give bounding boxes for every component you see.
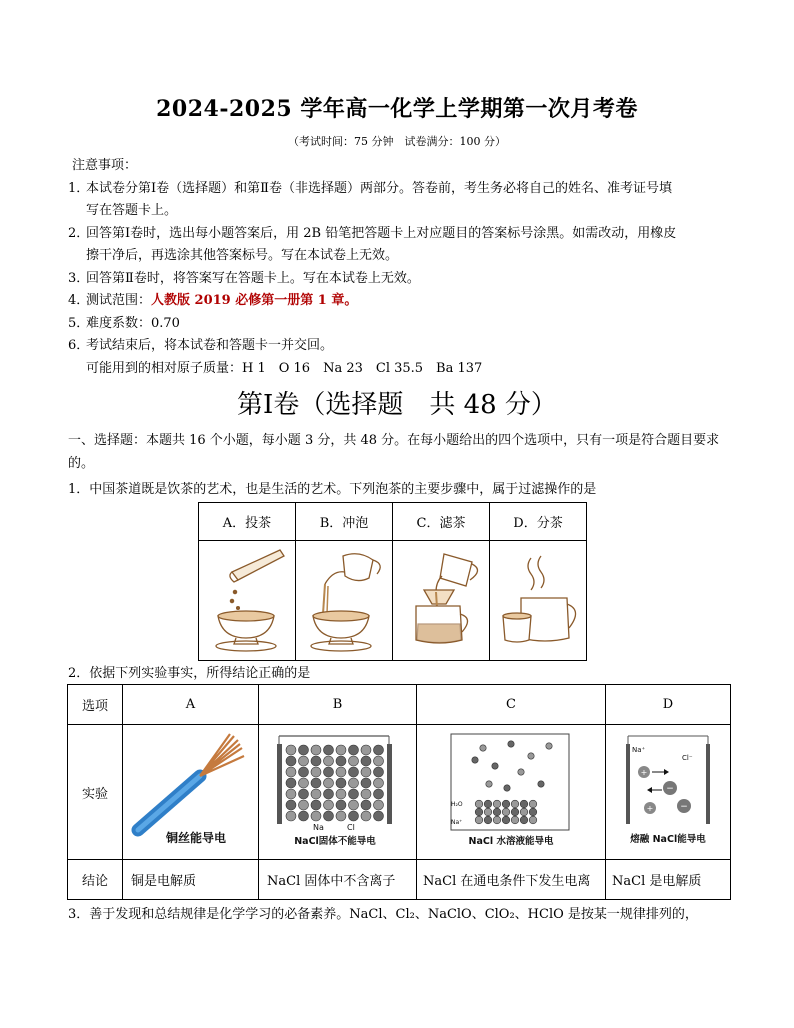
chloride-ion-icon [311, 800, 321, 810]
tea-brew-image [296, 541, 393, 661]
chloride-ion-icon [323, 811, 333, 821]
chloride-ion-icon [286, 756, 296, 766]
tea-filter-image [393, 541, 490, 661]
sodium-ion-icon [336, 745, 346, 755]
sodium-ion-icon [511, 816, 519, 824]
sodium-ion-icon [348, 778, 358, 788]
row-label-experiment: 实验 [68, 725, 123, 860]
test-scope: 人教版 2019 必修第一册第 1 章。 [151, 293, 358, 308]
page-title: 2024-2025 学年高一化学上学期第一次月考卷 [156, 96, 638, 122]
conclusion-d: NaCl 是电解质 [606, 860, 731, 900]
sodium-ion-icon [475, 816, 483, 824]
chloride-ion-icon [298, 767, 308, 777]
sodium-ion-icon [520, 808, 528, 816]
sodium-ion-icon [373, 756, 383, 766]
sodium-ion-icon [348, 800, 358, 810]
chloride-ion-icon [502, 800, 510, 808]
sodium-ion-icon [361, 789, 371, 799]
sodium-ion-icon [373, 778, 383, 788]
conclusion-a: 铜是电解质 [123, 860, 259, 900]
sodium-ion-icon [518, 769, 524, 775]
chloride-ion-icon [520, 800, 528, 808]
note-item-cont: 写在答题卡上。 [86, 203, 178, 218]
chloride-ion-icon [373, 789, 383, 799]
exam-info: （考试时间：75 分钟 试卷满分：100 分） [288, 135, 506, 148]
chloride-ion-icon [336, 800, 346, 810]
sodium-ion-icon [361, 811, 371, 821]
sodium-ion-icon [529, 816, 537, 824]
copper-wire-figure [123, 725, 259, 860]
chloride-ion-icon [529, 808, 537, 816]
chloride-ion-icon [520, 816, 528, 824]
chloride-ion-icon [502, 816, 510, 824]
chloride-ion-icon [348, 745, 358, 755]
option-b-label: B．冲泡 [296, 503, 393, 541]
sodium-ion-icon [546, 743, 552, 749]
tea-serve-image [490, 541, 587, 661]
chloride-ion-icon [504, 785, 510, 791]
figure-caption: 铜丝能导电 [165, 831, 226, 845]
sodium-ion-icon [311, 789, 321, 799]
chloride-ion-icon [472, 757, 478, 763]
figure-caption: NaCl 水溶液能导电 [468, 836, 554, 847]
sodium-ion-icon [311, 745, 321, 755]
chloride-ion-icon [492, 763, 498, 769]
note-item-cont: 擦干净后，再选涂其他答案标号。写在本试卷上无效。 [86, 248, 399, 263]
chloride-ion-icon [311, 756, 321, 766]
section-title: 第Ⅰ卷（选择题 共 48 分） [237, 390, 557, 420]
chloride-ion-icon [538, 781, 544, 787]
conclusion-b: NaCl 固体中不含离子 [259, 860, 417, 900]
sodium-ion-icon [484, 808, 492, 816]
nacl-solid-figure [259, 725, 417, 860]
note-item: 3． 回答第Ⅱ卷时，将答案写在答题卡上。写在本试卷上无效。 [68, 270, 420, 286]
col-header-b: B [259, 685, 417, 725]
svg-text:−: − [666, 784, 674, 794]
sodium-ion-icon [502, 808, 510, 816]
notes-block [68, 155, 738, 380]
chloride-ion-icon [484, 816, 492, 824]
chloride-ion-icon [348, 811, 358, 821]
sodium-ion-icon [493, 800, 501, 808]
chloride-ion-icon [323, 789, 333, 799]
svg-text:Na: Na [312, 823, 324, 832]
svg-text:Na⁺: Na⁺ [451, 819, 463, 826]
chloride-ion-icon [348, 789, 358, 799]
note-item: 1． 本试卷分第Ⅰ卷（选择题）和第Ⅱ卷（非选择题）两部分。答卷前，考生务必将自己的姓名、准考证号填 [68, 180, 672, 196]
question-1-table [198, 502, 587, 661]
sodium-ion-icon [348, 756, 358, 766]
nacl-solution-figure [417, 725, 606, 860]
sodium-ion-icon [286, 767, 296, 777]
note-item: 5． 难度系数：0.70 [68, 315, 180, 331]
figure-caption: 熔融 NaCl能导电 [630, 834, 706, 845]
svg-text:H₂O: H₂O [451, 801, 463, 808]
sodium-ion-icon [298, 778, 308, 788]
col-header-option: 选项 [68, 685, 123, 725]
sodium-ion-icon [486, 781, 492, 787]
svg-text:+: + [640, 768, 648, 777]
chloride-ion-icon [336, 756, 346, 766]
sodium-ion-icon [493, 816, 501, 824]
atomic-mass-line: 可能用到的相对原子质量：H 1 O 16 Na 23 Cl 35.5 Ba 137 [86, 360, 483, 376]
chloride-ion-icon [373, 811, 383, 821]
sodium-ion-icon [529, 800, 537, 808]
chloride-ion-icon [493, 808, 501, 816]
chloride-ion-icon [298, 789, 308, 799]
chloride-ion-icon [323, 767, 333, 777]
sodium-ion-icon [475, 800, 483, 808]
sodium-ion-icon [336, 811, 346, 821]
chloride-ion-icon [348, 767, 358, 777]
tea-add-image [199, 541, 296, 661]
row-label-conclusion: 结论 [68, 860, 123, 900]
chloride-ion-icon [484, 800, 492, 808]
note-item: 6． 考试结束后，将本试卷和答题卡一并交回。 [68, 338, 334, 353]
sodium-ion-icon [323, 756, 333, 766]
sodium-ion-icon [361, 745, 371, 755]
svg-text:+: + [646, 804, 654, 813]
col-header-a: A [123, 685, 259, 725]
chloride-ion-icon [286, 800, 296, 810]
chloride-ion-icon [511, 808, 519, 816]
col-header-d: D [606, 685, 731, 725]
option-c-label: C．滤茶 [393, 503, 490, 541]
sodium-ion-icon [511, 800, 519, 808]
chloride-ion-icon [508, 741, 514, 747]
sodium-ion-icon [311, 767, 321, 777]
sodium-ion-icon [286, 745, 296, 755]
chloride-ion-icon [323, 745, 333, 755]
chloride-ion-icon [298, 811, 308, 821]
chloride-ion-icon [361, 778, 371, 788]
chloride-ion-icon [373, 745, 383, 755]
chloride-ion-icon [286, 778, 296, 788]
sodium-ion-icon [336, 789, 346, 799]
conclusion-c: NaCl 在通电条件下发生电离 [417, 860, 606, 900]
chloride-ion-icon [373, 767, 383, 777]
svg-text:Na⁺: Na⁺ [632, 746, 646, 754]
sodium-ion-icon [361, 767, 371, 777]
section-intro: 一、选择题：本题共 16 个小题，每小题 3 分，共 48 分。在每小题给出的四个选项中，只有一项是符合题目要求的。 [68, 433, 720, 471]
sodium-ion-icon [373, 800, 383, 810]
chloride-ion-icon [361, 800, 371, 810]
chloride-ion-icon [475, 808, 483, 816]
molten-nacl-figure [606, 725, 731, 860]
sodium-ion-icon [311, 811, 321, 821]
sodium-ion-icon [323, 800, 333, 810]
sodium-ion-icon [298, 756, 308, 766]
note-item: 2． 回答第Ⅰ卷时，选出每小题答案后，用 2B 铅笔把答题卡上对应题目的答案标号涂黑。如需改动，用橡皮 [68, 225, 677, 241]
sodium-ion-icon [480, 745, 486, 751]
note-item: 4． 测试范围： 人教版 2019 必修第一册第 1 章。 [68, 290, 738, 313]
question-2-stem: 2．依据下列实验事实，所得结论正确的是 [68, 666, 311, 681]
option-d-label: D．分茶 [490, 503, 587, 541]
option-a-label: A．投茶 [199, 503, 296, 541]
svg-text:−: − [680, 802, 688, 812]
sodium-ion-icon [323, 778, 333, 788]
question-2-table [67, 684, 731, 900]
svg-text:Cl: Cl [346, 823, 355, 832]
sodium-ion-icon [286, 811, 296, 821]
notes-heading: 注意事项： [72, 158, 138, 173]
chloride-ion-icon [311, 778, 321, 788]
question-3-stem: 3．善于发现和总结规律是化学学习的必备素养。NaCl、Cl₂、NaClO、ClO₂、HClO 是按某一规律排列的， [68, 907, 698, 922]
sodium-ion-icon [336, 767, 346, 777]
sodium-ion-icon [528, 753, 534, 759]
figure-caption: NaCl固体不能导电 [293, 836, 376, 847]
col-header-c: C [417, 685, 606, 725]
svg-text:Cl⁻: Cl⁻ [682, 754, 693, 762]
sodium-ion-icon [298, 800, 308, 810]
question-1-stem: 1．中国茶道既是饮茶的艺术，也是生活的艺术。下列泡茶的主要步骤中，属于过滤操作的是 [68, 482, 597, 497]
chloride-ion-icon [298, 745, 308, 755]
chloride-ion-icon [336, 778, 346, 788]
sodium-ion-icon [286, 789, 296, 799]
chloride-ion-icon [361, 756, 371, 766]
